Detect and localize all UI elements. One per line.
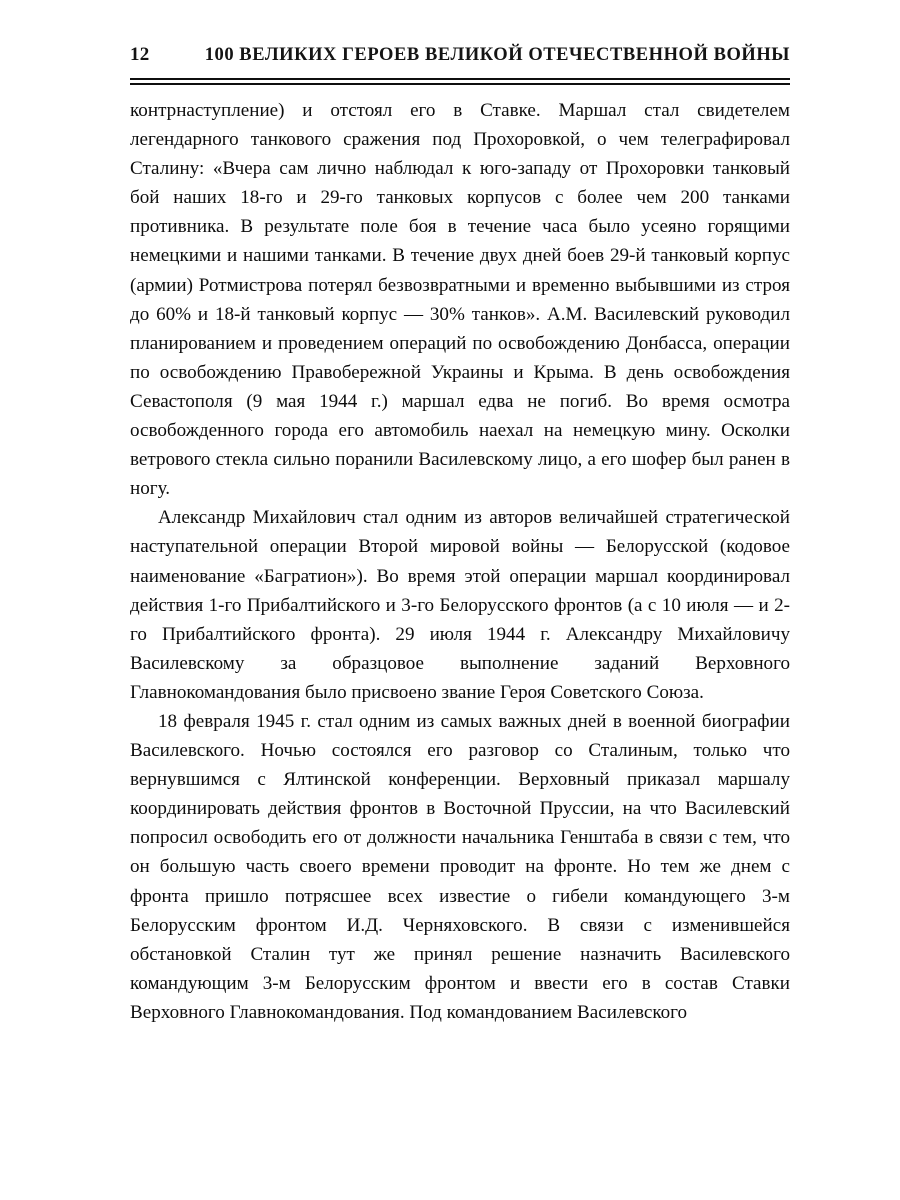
page-number: 12 xyxy=(130,44,150,65)
header-rule-line-top xyxy=(130,78,790,80)
body-paragraph: Александр Михайлович стал одним из авторов величайшей стратегической наступательной операции Второй мировой войны — Белорусской (кодовое наименование «Багратион»). Во время этой операции маршал координировал действия 1-го Прибалтийского и 3-го Белорусского фронтов (а с 10 июля — и 2-го Прибалтийского фронта). 29 июля 1944 г. Александру Михайловичу Василевскому за образцовое выполнение заданий Верховного Главнокомандования было присвоено звание Героя Советского Союза. xyxy=(130,507,790,703)
header-rule-line-bottom xyxy=(130,83,790,85)
running-header xyxy=(130,44,790,74)
body-paragraph: контрнаступление) и отстоял его в Ставке. Маршал стал свидетелем легендарного танкового сражения под Прохоровкой, о чем телеграфировал Сталину: «Вчера сам лично наблюдал к юго-западу от Прохоровки танковый бой наших 18-го и 29-го танковых корпусов с более чем 200 танками противника. В результате поле боя в течение часа было усеяно горящими немецкими и нашими танками. В течение двух дней боев 29-й танковый корпус (армии) Ротмистрова потерял безвозвратными и временно выбывшими из строя до 60% и 18-й танковый корпус — 30% танков». А.М. Василевский руководил планированием и проведением операций по освобождению Донбасса, операции по освобождению Правобережной Украины и Крыма. В день освобождения Севастополя (9 мая 1944 г.) маршал едва не погиб. Во время осмотра освобожденного города его автомобиль наехал на немецкую мину. Осколки ветрового стекла сильно поранили Василевскому лицо, а его шофер был ранен в ногу. xyxy=(130,100,790,500)
header-double-rule xyxy=(130,78,790,84)
body-paragraph: 18 февраля 1945 г. стал одним из самых важных дней в военной биографии Василевского. Ночью состоялся его разговор со Сталиным, только что вернувшимся с Ялтинской конференции. Верховный приказал маршалу координировать действия фронтов в Восточной Пруссии, на что Василевский попросил освободить его от должности начальника Генштаба в связи с тем, что он большую часть своего времени проводит на фронте. Но тем же днем с фронта пришло потрясшее всех известие о гибели командующего 3-м Белорусским фронтом И.Д. Черняховского. В связи с изменившейся обстановкой Сталин тут же принял решение назначить Василевского командующим 3-м Белорусским фронтом и ввести его в состав Ставки Верховного Главнокомандования. Под командованием Василевского xyxy=(130,710,790,1023)
running-title: 100 ВЕЛИКИХ ГЕРОЕВ ВЕЛИКОЙ ОТЕЧЕСТВЕННОЙ ВОЙНЫ xyxy=(204,45,790,65)
body-text-block xyxy=(130,96,790,1027)
